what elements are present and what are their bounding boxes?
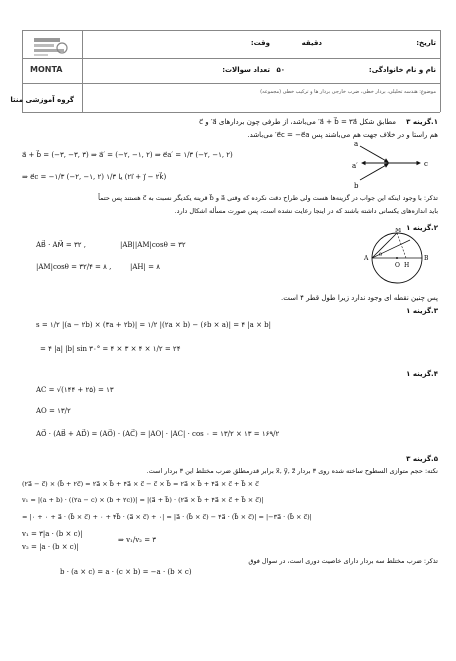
q5-eq5: b · (a × c) = a · (c × b) = −a · (b × c) (60, 568, 192, 576)
name-label: نام و نام خانوادگی: (368, 66, 436, 74)
time-value: دقیقه (301, 39, 322, 47)
label-o: O (395, 262, 400, 269)
divider (22, 83, 440, 84)
q5-eq4c: ⇒ v₁/v₂ = ۳ (118, 536, 157, 544)
q5-note2: تذکر: ضرب مختلط سه بردار دارای خاصیت دوری است، در سوال فوق (248, 557, 438, 565)
divider (22, 112, 440, 113)
q2-eq2b: |AH| = ۸ (130, 263, 160, 271)
q2-heading: ۲.گزینه ۱ (406, 224, 438, 232)
q3-heading: ۳.گزینه ۱ (406, 307, 438, 315)
q5-eq3: = |۰ + ۰ + a⃗ · (b⃗ × c⃗) + ۰ + ۴b⃗ · (a⃗ × c⃗) + ۰| = |a⃗ · (b⃗ × c⃗) − ۴a⃗ · (b⃗ × c⃗)| = |−۳a⃗ · (b⃗ × c⃗)| (22, 513, 312, 521)
q4-heading: ۴.گزینه ۱ (406, 370, 438, 378)
q4-eq3: AO⃗ · (AB⃗ + AD⃗) = (AO⃗) · (AC⃗) = |AO| · |AC| · cos ۰ = ۱۳/۲ × ۱۳ = ۱۶۹/۲ (36, 430, 280, 438)
q1-line2: هم راستا و در خلاف جهت هم می‌باشند پس e⃗c = −e⃗a′ می‌باشد. (247, 131, 438, 139)
q1-note2: باید اندازه‌های یکسانی داشته باشند که در اینجا رعایت نشده است، پس صورت مسأله اشکال دارد. (174, 207, 438, 215)
label-c: c (424, 160, 428, 168)
label-m: M (395, 228, 402, 234)
q2-eq1b: |AB||AM|cosθ = ۳۲ (120, 241, 186, 249)
label-theta: θ (379, 252, 383, 258)
label-a: a (354, 140, 359, 148)
q3-eq2: = ۴ |a| |b| sin ۳۰° = ۴ × ۳ × ۴ × ۱/۲ = ۲۴ (40, 345, 181, 353)
label-h: H (404, 262, 410, 269)
label-a-prime: a′ (352, 162, 358, 170)
q3-eq1: s = ۱/۲ |(a − ۲b) × (۳a + ۲b)| = ۱/۲ |(۲a × b) − (۶b × a)| = ۴ |a × b| (36, 321, 272, 329)
q5-eq1: (۲a⃗ − c⃗) × (b⃗ + ۲c⃗) = ۲a⃗ × b⃗ + ۴a⃗ × c⃗ − c⃗ × b⃗ = ۲a⃗ × b⃗ + ۴a⃗ × c⃗ + b⃗ × c⃗ (22, 480, 259, 488)
q4-eq1: AC = √(۱۴۴ + ۲۵) = ۱۳ (36, 386, 114, 394)
q2-eq2a: |AM|cosθ = ۳۲/۴ = ۸ , (36, 263, 112, 271)
divider (440, 30, 441, 112)
divider (82, 30, 83, 112)
question-count-label: تعداد سوالات: (222, 66, 270, 74)
circle-diagram (352, 228, 442, 286)
group-name: گروه آموزشی منتا (10, 96, 74, 104)
date-label: تاریخ: (416, 39, 436, 47)
divider (22, 58, 440, 59)
q1-note1: تذکر: با وجود اینکه این جواب در گزینه‌ها هست ولی طراح دقت نکرده که وقتی a⃗ و b⃗ قرینه یکدیگر نسبت به c⃗ هستند پس حتماً (98, 194, 438, 202)
q4-eq2: AO = ۱۳/۲ (36, 407, 71, 415)
divider (22, 30, 440, 31)
q5-heading: ۵.گزینه ۳ (406, 455, 438, 463)
question-count-value: ۵۰ (276, 66, 285, 74)
q2-conclusion: پس چنین نقطه ای وجود ندارد زیرا طول قطر ۴ است. (281, 294, 438, 302)
q1-eq2: ⇒ e⃗c = −۱/۳ (−۲, −۱, ۲) یا ۱/۳ (۲i⃗ + j⃗ − ۲k⃗) (22, 173, 167, 181)
q1-heading: ۱.گزینه ۳ (406, 118, 438, 126)
subject-line: موضوع: هندسه تحلیلی، بردار خطی، ضرب خارجی بردار ها و ترکیب خطی (مجموعه) (260, 89, 436, 95)
q5-eq4b: v₂ = |a · (b × c)| (22, 543, 79, 551)
time-label: وقت: (250, 39, 270, 47)
logo-text: MONTA (30, 65, 63, 74)
label-b: B (424, 255, 429, 262)
q5-eq2: v₁ = |(a + b) · ((۲a − c) × (b + ۲c))| = |(a⃗ + b⃗) · (۲a⃗ × b⃗ + ۴a⃗ × c⃗ + b⃗ × c⃗)| (22, 496, 264, 504)
q1-line1: مطابق شکل a⃗ + b⃗ = ۳a⃗′ می‌باشد، از طرفی چون بردارهای a⃗′ و c⃗ (199, 118, 396, 126)
vector-diagram (350, 138, 440, 190)
label-b: b (354, 182, 359, 190)
q5-note1: نکته: حجم متوازی السطوح ساخته شده روی ۳ بردار x⃗, y⃗, z⃗ برابر قدرمطلق ضرب مختلط این ۳ بردار است. (146, 467, 438, 475)
q1-eq1: a⃗ + b⃗ = (−۳, −۳, ۳) ⇒ a⃗′ = (−۲, −۱, ۲) ⇒ e⃗a′ = ۱/۳ (−۲, −۱, ۲) (22, 151, 233, 159)
label-a: A (364, 255, 369, 262)
header-box (10, 30, 440, 112)
q2-eq1a: AB⃗ · AM⃗ = ۳۲ , (36, 241, 86, 249)
q5-eq4a: v₁ = ۳|a · (b × c)| (22, 530, 83, 538)
